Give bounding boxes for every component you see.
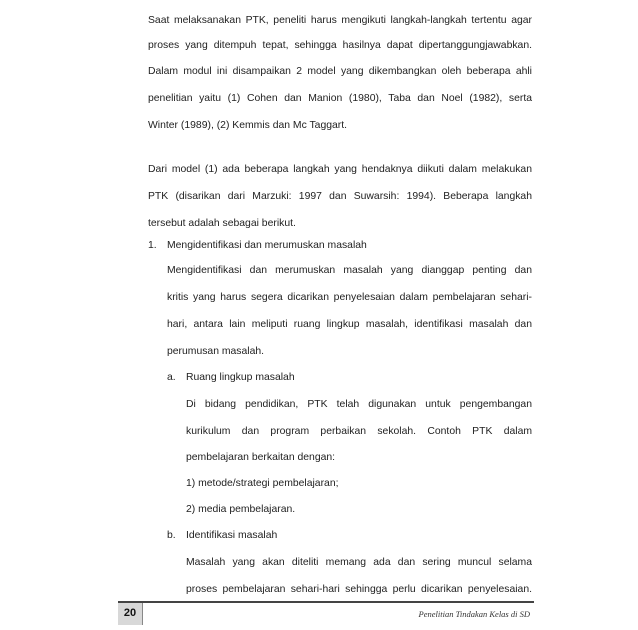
- footer-divider: [118, 601, 534, 603]
- paragraph1-line: Dalam modul ini disampaikan 2 model yang dikembangkan oleh beberapa ahli: [148, 66, 532, 77]
- paragraph1-line: proses yang ditempuh tepat, sehingga hasilnya dapat dipertanggungjawabkan.: [148, 40, 532, 51]
- numbered-list-item: 2) media pembelajaran.: [186, 504, 296, 515]
- paragraph2-line: Dari model (1) ada beberapa langkah yang hendaknya diikuti dalam melakukan: [148, 164, 532, 175]
- item1-body-line: kritis yang harus segera dicarikan penyelesaian dalam pembelajaran sehari-: [167, 292, 532, 303]
- numbered-list-item: 1) metode/strategi pembelajaran;: [186, 478, 339, 489]
- paragraph1-line: penelitian yaitu (1) Cohen dan Manion (1980), Taba dan Noel (1982), serta: [148, 93, 532, 104]
- paragraph2-line: PTK (disarikan dari Marzuki: 1997 dan Suwarsih: 1994). Beberapa langkah: [148, 191, 532, 202]
- sub-b-body-line: proses pembelajaran sehari-hari sehingga perlu dicarikan penyelesaian.: [186, 584, 532, 595]
- list-number: 1.: [148, 240, 157, 251]
- paragraph1-line: Winter (1989), (2) Kemmis dan Mc Taggart.: [148, 120, 348, 131]
- item1-body-line: hari, antara lain meliputi ruang lingkup masalah, identifikasi masalah dan: [167, 319, 532, 330]
- item1-body-line: Mengidentifikasi dan merumuskan masalah yang dianggap penting dan: [167, 265, 532, 276]
- sub-a-body-line: Di bidang pendidikan, PTK telah digunakan untuk pengembangan: [186, 399, 532, 410]
- page-number: 20: [123, 607, 137, 619]
- paragraph1-line: Saat melaksanakan PTK, peneliti harus mengikuti langkah-langkah tertentu agar: [148, 15, 532, 26]
- sub-b-body-line: Masalah yang akan diteliti memang ada dan sering muncul selama: [186, 557, 532, 568]
- paragraph2-line: tersebut adalah sebagai berikut.: [148, 218, 296, 229]
- subsection-heading: Identifikasi masalah: [186, 530, 278, 541]
- sub-a-body-line: kurikulum dan program perbaikan sekolah. Contoh PTK dalam: [186, 426, 532, 437]
- sub-a-body-line: pembelajaran berkaitan dengan:: [186, 452, 336, 463]
- sublist-letter: a.: [167, 372, 176, 383]
- item1-body-line: perumusan masalah.: [167, 346, 265, 357]
- sublist-letter: b.: [167, 530, 176, 541]
- page-number-box: [118, 603, 143, 625]
- footer-title: Penelitian Tindakan Kelas di SD: [418, 609, 530, 619]
- section-heading: Mengidentifikasi dan merumuskan masalah: [167, 240, 367, 251]
- subsection-heading: Ruang lingkup masalah: [186, 372, 295, 383]
